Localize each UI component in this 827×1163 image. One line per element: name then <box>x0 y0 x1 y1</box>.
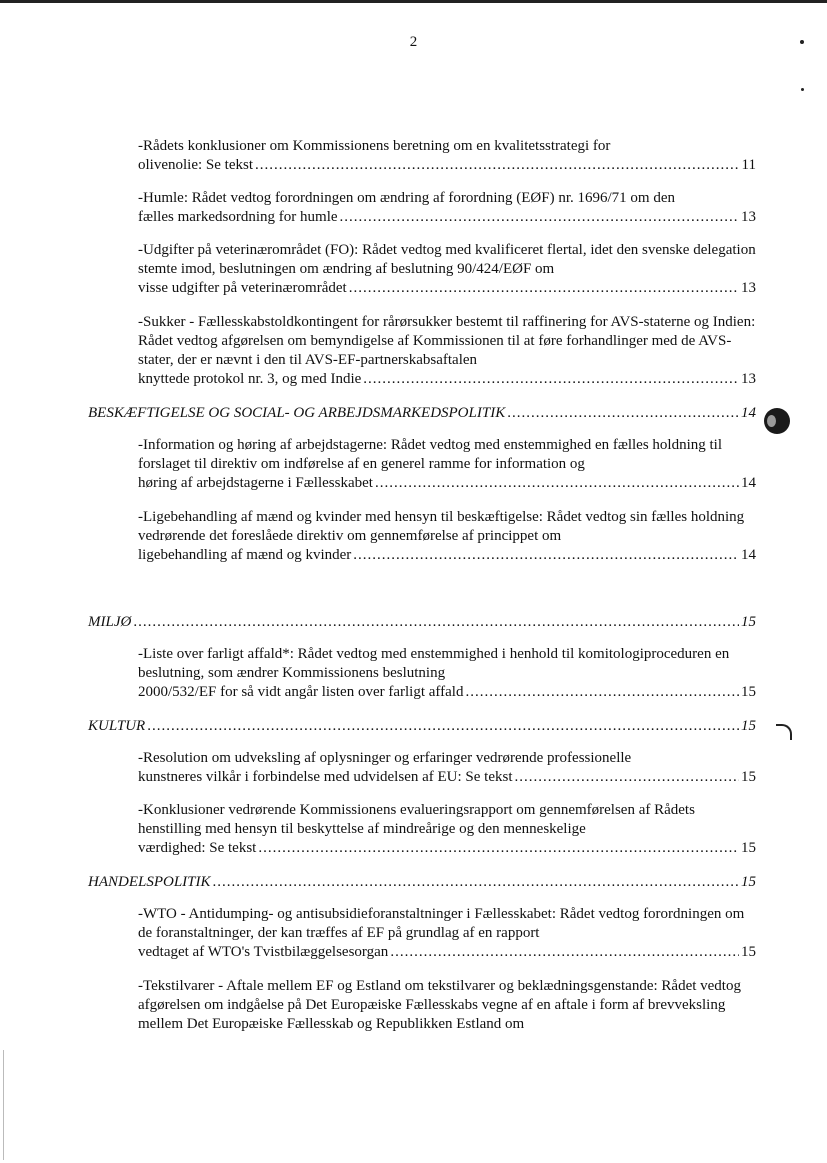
toc-entry-text: -WTO - Antidumping- og antisubsidieforanstaltninger i Fællesskabet: Rådet vedtog forordningen om de foranstaltninger, der kan træffes af EF på grundlag af en rapport <box>138 906 745 941</box>
toc-entry-last-line: høring af arbejdstagerne i Fællesskabet <box>138 475 373 491</box>
toc-entry <box>138 508 756 565</box>
dot-leader <box>353 546 739 565</box>
dot-leader <box>349 279 739 298</box>
dot-leader <box>258 839 739 858</box>
toc-entry <box>138 801 756 858</box>
toc-entry-last-line: kunstneres vilkår i forbindelse med udvidelsen af EU: Se tekst <box>138 769 513 785</box>
scan-edge-top <box>0 0 827 3</box>
scan-edge-left <box>3 1050 4 1160</box>
toc-entry <box>138 436 756 493</box>
toc-section-title: BESKÆFTIGELSE OG SOCIAL- OG ARBEJDSMARKEDSPOLITIK <box>88 405 506 421</box>
toc-entry-page: 15 <box>741 840 756 856</box>
toc-entry-text: -Liste over farligt affald*: Rådet vedtog med enstemmighed i henhold til komitologiproceduren en beslutning, som ændrer Kommissionens beslutning <box>138 646 730 681</box>
dot-leader <box>390 943 739 962</box>
toc-section <box>88 873 756 892</box>
toc-entry-page: 11 <box>741 157 756 173</box>
dot-leader <box>147 717 739 736</box>
toc-section-page: 15 <box>741 614 756 630</box>
toc-entry-text: -Ligebehandling af mænd og kvinder med hensyn til beskæftigelse: Rådet vedtog sin fælles holdning vedrørende det foreslåede direktiv om gennemførelse af princippet om <box>138 509 745 544</box>
toc-entry <box>138 749 756 787</box>
toc-section-page: 15 <box>741 718 756 734</box>
toc-section-title: HANDELSPOLITIK <box>88 874 211 890</box>
toc-entry <box>138 905 756 962</box>
toc-entry <box>138 313 756 389</box>
toc-entry-last-line: værdighed: Se tekst <box>138 840 257 856</box>
toc-entry-last-line: knyttede protokol nr. 3, og med Indie <box>138 371 362 387</box>
toc-section-page: 14 <box>741 405 756 421</box>
toc-entry-page: 15 <box>741 944 756 960</box>
toc-entry-text: -Resolution om udveksling af oplysninger og erfaringer vedrørende professionelle <box>138 750 632 766</box>
toc-entry-last-line: olivenolie: Se tekst <box>138 157 253 173</box>
scan-speck <box>801 88 804 91</box>
toc-entry-page: 15 <box>741 769 756 785</box>
toc-entry-text: -Sukker - Fællesskabstoldkontingent for rårørsukker bestemt til raffinering for AVS-staterne og Indien: Rådet vedtog afgørelsen om bemyndigelse af Kommissionen til at føre forhandlinger med de AVS-stater, der er nævnt i den til AVS-EF-partnerskabsaftalen <box>138 314 756 368</box>
toc-entry-last-line: 2000/532/EF for så vidt angår listen over farligt affald <box>138 684 464 700</box>
dot-leader <box>340 208 739 227</box>
toc-entry-page: 14 <box>741 547 756 563</box>
toc-section <box>88 613 756 632</box>
toc-entry-text: -Humle: Rådet vedtog forordningen om ændring af forordning (EØF) nr. 1696/71 om den <box>138 190 675 206</box>
toc-entry <box>138 977 756 1034</box>
toc-entry <box>138 645 756 702</box>
toc-section-title: KULTUR <box>88 718 146 734</box>
toc-entry-page: 13 <box>741 280 756 296</box>
dot-leader <box>213 873 739 892</box>
dot-leader <box>133 613 739 632</box>
toc-entry <box>138 241 756 298</box>
toc-entry-text: -Information og høring af arbejdstagerne: Rådet vedtog med enstemmighed en fælles holdning til forslaget til direktiv om indførelse af en generel ramme for information og <box>138 437 723 472</box>
toc-entry-page: 15 <box>741 684 756 700</box>
toc-section-title: MILJØ <box>88 614 132 630</box>
toc-entry-text: -Rådets konklusioner om Kommissionens beretning om en kvalitetsstrategi for <box>138 138 611 154</box>
dot-leader <box>375 474 739 493</box>
toc-entry-last-line: vedtaget af WTO's Tvistbilæggelsesorgan <box>138 944 389 960</box>
dot-leader <box>507 404 739 423</box>
toc-entry <box>138 137 756 175</box>
dot-leader <box>515 768 740 787</box>
toc-entry-page: 13 <box>741 371 756 387</box>
toc-entry-text: -Tekstilvarer - Aftale mellem EF og Estland om tekstilvarer og beklædningsgenstande: Rådet vedtog afgørelsen om indgåelse på Det Europæiske Fællesskabs vegne af en aftale i form af brevveksling mellem Det Europæiske Fællesskab og Republikken Estland om <box>138 978 741 1032</box>
toc-section-page: 15 <box>741 874 756 890</box>
toc-entry-page: 13 <box>741 209 756 225</box>
toc-entry <box>138 189 756 227</box>
page-number: 2 <box>409 34 418 50</box>
dot-leader <box>363 370 739 389</box>
dot-leader <box>255 156 740 175</box>
toc-section <box>88 404 756 423</box>
toc-entry-page: 14 <box>741 475 756 491</box>
scan-mark <box>776 724 792 740</box>
toc-entry-last-line: fælles markedsordning for humle <box>138 209 338 225</box>
toc-section <box>88 717 756 736</box>
dot-leader <box>465 683 739 702</box>
toc-entry-last-line: visse udgifter på veterinærområdet <box>138 280 347 296</box>
toc-entry-text: -Konklusioner vedrørende Kommissionens evalueringsrapport om gennemførelsen af Rådets henstilling med hensyn til beskyttelse af mindreårige og den menneskelige <box>138 802 695 837</box>
toc-entry-text: -Udgifter på veterinærområdet (FO): Rådet vedtog med kvalificeret flertal, idet den svenske delegation stemte imod, beslutningen om ændring af beslutning 90/424/EØF om <box>138 242 756 277</box>
toc-entry-last-line: ligebehandling af mænd og kvinder <box>138 547 352 563</box>
punch-hole <box>764 408 790 434</box>
